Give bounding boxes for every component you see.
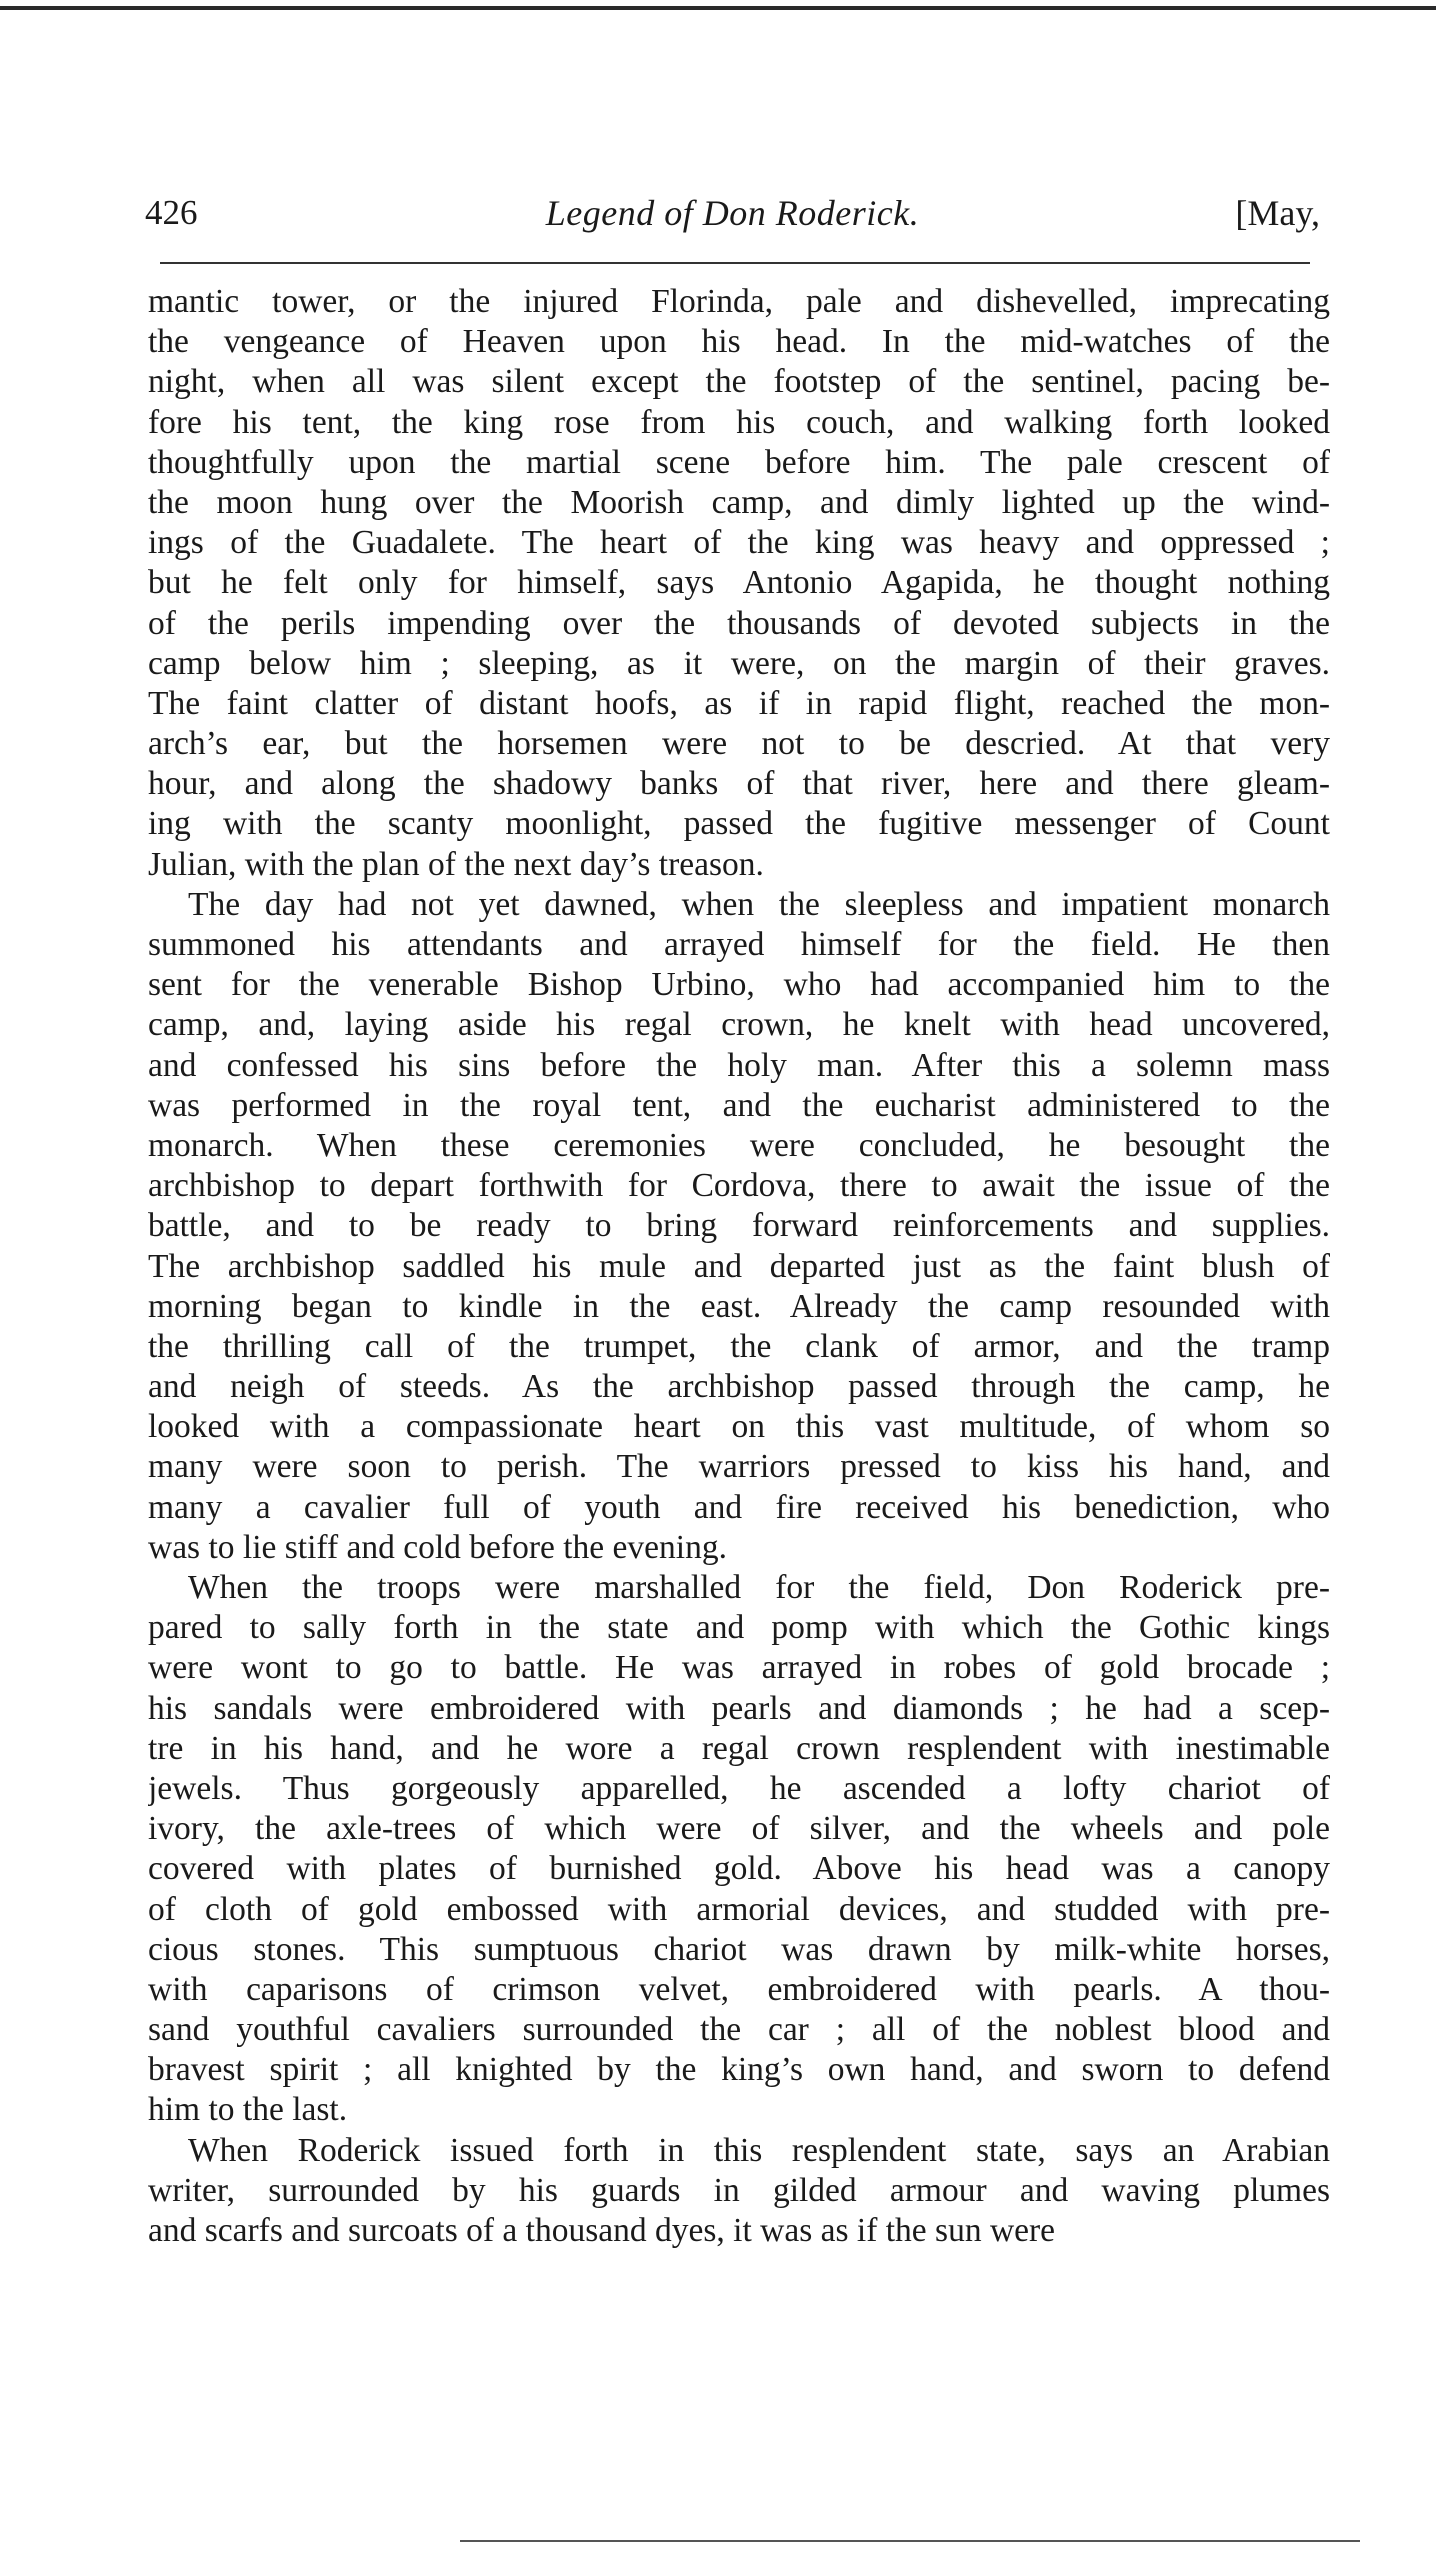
- text-line: many were soon to perish. The warriors pressed to kiss his hand, and: [148, 1448, 1330, 1486]
- text-line: When Roderick issued forth in this resplendent state, says an Arabian: [188, 2131, 1330, 2169]
- text-line: fore his tent, the king rose from his couch, and walking forth looked: [148, 403, 1330, 441]
- text-line: him to the last.: [148, 2091, 348, 2129]
- text-line: with caparisons of crimson velvet, embroidered with pearls. A thou-: [148, 1970, 1330, 2008]
- text-line: tre in his hand, and he wore a regal crown resplendent with inestimable: [148, 1729, 1330, 1767]
- paragraph: [148, 1568, 1330, 2131]
- text-line: Julian, with the plan of the next day’s treason.: [148, 845, 764, 883]
- text-line: but he felt only for himself, says Antonio Agapida, he thought nothing: [148, 564, 1330, 602]
- text-line: archbishop to depart forthwith for Cordova, there to await the issue of the: [148, 1167, 1330, 1205]
- text-line: the thrilling call of the trumpet, the clank of armor, and the tramp: [148, 1327, 1330, 1365]
- page-header: [145, 188, 1320, 238]
- text-line: The day had not yet dawned, when the sleepless and impatient monarch: [188, 885, 1330, 923]
- text-line: looked with a compassionate heart on this vast multitude, of whom so: [148, 1408, 1330, 1446]
- text-line: of cloth of gold embossed with armorial devices, and studded with pre-: [148, 1890, 1330, 1928]
- text-line: writer, surrounded by his guards in gilded armour and waving plumes: [148, 2171, 1330, 2209]
- text-line: The archbishop saddled his mule and departed just as the faint blush of: [148, 1247, 1330, 1285]
- text-line: and scarfs and surcoats of a thousand dyes, it was as if the sun were: [148, 2212, 1056, 2249]
- text-line: his sandals were embroidered with pearls and diamonds ; he had a scep-: [148, 1689, 1330, 1727]
- text-line: was to lie stiff and cold before the evening.: [148, 1528, 727, 1566]
- paragraph: [148, 2131, 1330, 2252]
- page-number: 426: [145, 193, 198, 232]
- text-line: and neigh of steeds. As the archbishop passed through the camp, he: [148, 1368, 1330, 1406]
- text-line: the moon hung over the Moorish camp, and dimly lighted up the wind-: [148, 483, 1330, 521]
- text-line: When the troops were marshalled for the field, Don Roderick pre-: [188, 1569, 1330, 1606]
- bottom-border-rule: [460, 2540, 1360, 2542]
- text-line: of the perils impending over the thousands of devoted subjects in the: [148, 604, 1330, 642]
- header-rule: [160, 262, 1310, 264]
- text-line: summoned his attendants and arrayed himself for the field. He then: [148, 926, 1330, 963]
- text-line: camp below him ; sleeping, as it were, on the margin of their graves.: [148, 644, 1330, 682]
- text-line: arch’s ear, but the horsemen were not to be descried. At that very: [148, 725, 1330, 763]
- body-text: [148, 282, 1330, 2251]
- text-line: bravest spirit ; all knighted by the king’s own hand, and sworn to defend: [148, 2051, 1330, 2089]
- text-line: hour, and along the shadowy banks of that river, here and there gleam-: [148, 765, 1330, 803]
- text-line: monarch. When these ceremonies were concluded, he besought the: [148, 1126, 1330, 1164]
- running-title: Legend of Don Roderick.: [545, 193, 920, 233]
- running-month: [May,: [1235, 193, 1320, 233]
- text-line: mantic tower, or the injured Florinda, pale and dishevelled, imprecating: [148, 283, 1330, 320]
- text-line: The faint clatter of distant hoofs, as if in rapid flight, reached the mon-: [148, 684, 1330, 722]
- text-line: ings of the Guadalete. The heart of the king was heavy and oppressed ;: [148, 524, 1330, 562]
- text-line: ing with the scanty moonlight, passed the fugitive messenger of Count: [148, 805, 1330, 843]
- text-line: ivory, the axle-trees of which were of silver, and the wheels and pole: [148, 1810, 1330, 1848]
- text-line: were wont to go to battle. He was arrayed in robes of gold brocade ;: [148, 1649, 1330, 1687]
- text-line: battle, and to be ready to bring forward reinforcements and supplies.: [148, 1207, 1330, 1245]
- text-line: and confessed his sins before the holy man. After this a solemn mass: [148, 1046, 1330, 1084]
- text-line: sent for the venerable Bishop Urbino, who had accompanied him to the: [148, 966, 1330, 1004]
- text-line: covered with plates of burnished gold. Above his head was a canopy: [148, 1850, 1330, 1888]
- text-line: many a cavalier full of youth and fire received his benediction, who: [148, 1488, 1330, 1526]
- top-border-rule: [0, 6, 1436, 10]
- text-line: camp, and, laying aside his regal crown, he knelt with head uncovered,: [148, 1006, 1330, 1044]
- text-line: the vengeance of Heaven upon his head. In the mid-watches of the: [148, 323, 1330, 361]
- text-line: was performed in the royal tent, and the eucharist administered to the: [148, 1086, 1330, 1124]
- text-line: pared to sally forth in the state and pomp with which the Gothic kings: [148, 1609, 1330, 1647]
- text-line: sand youthful cavaliers surrounded the car ; all of the noblest blood and: [148, 2011, 1330, 2049]
- paragraph: [148, 885, 1330, 1568]
- text-line: morning began to kindle in the east. Already the camp resounded with: [148, 1287, 1330, 1325]
- text-line: night, when all was silent except the footstep of the sentinel, pacing be-: [148, 363, 1330, 401]
- paragraph: [148, 282, 1330, 885]
- text-line: cious stones. This sumptuous chariot was drawn by milk-white horses,: [148, 1930, 1330, 1968]
- text-line: jewels. Thus gorgeously apparelled, he ascended a lofty chariot of: [148, 1769, 1330, 1807]
- text-line: thoughtfully upon the martial scene before him. The pale crescent of: [148, 443, 1330, 481]
